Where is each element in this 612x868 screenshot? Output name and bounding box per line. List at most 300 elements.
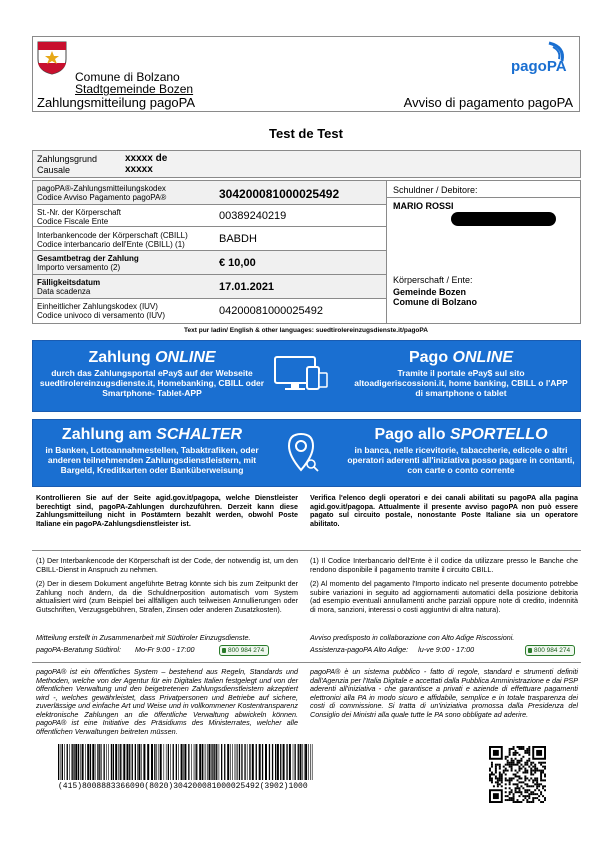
qr-module bbox=[513, 764, 515, 766]
payment-details bbox=[32, 180, 581, 324]
barcode-bar bbox=[211, 744, 212, 780]
qr-module bbox=[489, 777, 491, 779]
qr-module bbox=[495, 777, 497, 779]
qr-module bbox=[503, 772, 505, 774]
amount-value: € 10,00 bbox=[219, 257, 256, 269]
iuv-value: 04200081000025492 bbox=[219, 305, 324, 317]
qr-module bbox=[520, 764, 522, 766]
qr-module bbox=[532, 799, 534, 801]
barcode-bar bbox=[207, 744, 208, 780]
barcode-bar bbox=[178, 744, 179, 780]
qr-module bbox=[507, 770, 509, 772]
qr-module bbox=[536, 777, 538, 779]
qr-module bbox=[518, 787, 520, 789]
qr-module bbox=[509, 766, 511, 768]
qr-module bbox=[532, 770, 534, 772]
qr-module bbox=[528, 801, 530, 803]
qr-module bbox=[491, 777, 493, 779]
qr-module bbox=[526, 752, 528, 754]
reason-box bbox=[32, 150, 581, 178]
barcode-bar bbox=[194, 744, 195, 780]
qr-module bbox=[515, 758, 517, 760]
qr-module bbox=[505, 799, 507, 801]
barcode-bar bbox=[224, 744, 225, 780]
qr-module bbox=[544, 779, 546, 781]
qr-module bbox=[520, 758, 522, 760]
qr-module bbox=[524, 789, 526, 791]
qr-module bbox=[524, 791, 526, 793]
qr-module bbox=[518, 768, 520, 770]
barcode-bar bbox=[312, 744, 313, 780]
debtor-divider bbox=[387, 197, 581, 198]
qr-module bbox=[524, 775, 526, 777]
counter-title-it: Pago allo SPORTELLO bbox=[374, 426, 548, 443]
qr-module bbox=[495, 770, 497, 772]
qr-module bbox=[513, 795, 515, 797]
barcode-bar bbox=[138, 744, 140, 780]
qr-module bbox=[532, 779, 534, 781]
qr-module bbox=[501, 775, 503, 777]
qr-module bbox=[518, 748, 520, 750]
qr-module bbox=[497, 779, 499, 781]
barcode-bar bbox=[154, 744, 155, 780]
notice-code-row bbox=[33, 181, 386, 205]
qr-module bbox=[540, 777, 542, 779]
qr-finder bbox=[493, 793, 499, 799]
qr-module bbox=[499, 774, 501, 776]
qr-module bbox=[497, 781, 499, 783]
qr-module bbox=[515, 774, 517, 776]
entity-name-de: Gemeinde Bozen bbox=[393, 287, 467, 297]
qr-module bbox=[534, 779, 536, 781]
qr-module bbox=[513, 774, 515, 776]
qr-module bbox=[542, 795, 544, 797]
qr-module bbox=[534, 768, 536, 770]
qr-module bbox=[526, 748, 528, 750]
qr-module bbox=[524, 764, 526, 766]
qr-module bbox=[507, 756, 509, 758]
qr-module bbox=[517, 787, 519, 789]
phone-badge-de[interactable]: 800 984 274 bbox=[219, 645, 269, 656]
qr-module bbox=[544, 762, 546, 764]
qr-module bbox=[505, 764, 507, 766]
qr-module bbox=[513, 783, 515, 785]
barcode-bar bbox=[252, 744, 254, 780]
qr-module bbox=[534, 777, 536, 779]
online-title-de: Zahlung ONLINE bbox=[88, 349, 216, 366]
qr-module bbox=[540, 801, 542, 803]
barcode-bar bbox=[173, 744, 174, 780]
payment-details-right bbox=[386, 181, 580, 323]
barcode-bar bbox=[300, 744, 302, 780]
barcode-bar bbox=[166, 744, 167, 780]
qr-module bbox=[528, 758, 530, 760]
iuv-label-it: Codice univoco di versamento (IUV) bbox=[37, 311, 166, 320]
tax-code-label-it: Codice Fiscale Ente bbox=[37, 217, 109, 226]
qr-module bbox=[513, 777, 515, 779]
qr-module bbox=[522, 799, 524, 801]
qr-module bbox=[509, 764, 511, 766]
header-title-de: Zahlungsmitteilung pagoPA bbox=[37, 95, 196, 110]
barcode-bar bbox=[135, 744, 136, 780]
qr-module bbox=[518, 795, 520, 797]
barcode-text: (415)8008883366090(8020)304200081000025492(3902)1000 bbox=[58, 782, 308, 791]
qr-module bbox=[538, 762, 540, 764]
qr-module bbox=[503, 766, 505, 768]
qr-module bbox=[491, 762, 493, 764]
qr-module bbox=[534, 764, 536, 766]
qr-module bbox=[517, 785, 519, 787]
qr-module bbox=[491, 774, 493, 776]
qr-module bbox=[544, 797, 546, 799]
help-de: pagoPA-Beratung Südtirol: Mo-Fr 9:00 - 17:00 bbox=[36, 645, 195, 654]
qr-module bbox=[532, 801, 534, 803]
qr-module bbox=[511, 748, 513, 750]
qr-module bbox=[544, 785, 546, 787]
barcode-bar bbox=[120, 744, 121, 780]
qr-module bbox=[497, 777, 499, 779]
qr-module bbox=[524, 777, 526, 779]
cbill-row bbox=[33, 227, 386, 251]
qr-module bbox=[517, 772, 519, 774]
qr-module bbox=[536, 783, 538, 785]
barcode-bar bbox=[115, 744, 117, 780]
phone-badge-it[interactable]: 800 984 274 bbox=[525, 645, 575, 656]
barcode-bar bbox=[168, 744, 169, 780]
qr-module bbox=[518, 766, 520, 768]
qr-module bbox=[524, 752, 526, 754]
qr-module bbox=[520, 768, 522, 770]
qr-module bbox=[515, 770, 517, 772]
qr-module bbox=[517, 764, 519, 766]
debtor-name: MARIO ROSSI bbox=[393, 201, 454, 211]
reason-value-de: xxxxx de bbox=[125, 153, 168, 164]
qr-module bbox=[536, 768, 538, 770]
qr-module bbox=[511, 764, 513, 766]
qr-module bbox=[534, 789, 536, 791]
due-date-label-de: Fälligkeitsdatum bbox=[37, 278, 101, 287]
tax-code-label-de: St.-Nr. der Körperschaft bbox=[37, 208, 122, 217]
reason-value-it: xxxxx bbox=[125, 164, 153, 175]
about-pagopa-de: pagoPA® ist ein öffentliches System – bestehend aus Regeln, Standards und Methoden, welche von der Agentur für ein Digitales Italien festgelegt und von der öffentlichen Verwaltung und den beigetretenen Zahlungsdienstleistern akzeptiert wird -, welches gewährleistet, dass Privatpersonen und Betriebe auf sichere, zuverlässige und einfache Art und Weise und in vollkommener Kostentransparenz elektronische Zahlungen an die öffentliche Verwaltung abwickeln können. pagoPA® ist eine Initiative des Präsidiums des Ministerrates, welcher alle öffentlichen Verwaltungen beitreten müssen. bbox=[36, 667, 298, 736]
qr-module bbox=[526, 764, 528, 766]
qr-module bbox=[526, 785, 528, 787]
qr-module bbox=[532, 781, 534, 783]
qr-module bbox=[542, 787, 544, 789]
qr-module bbox=[513, 760, 515, 762]
qr-module bbox=[515, 750, 517, 752]
barcode-bar bbox=[118, 744, 119, 780]
barcode-bar bbox=[58, 744, 59, 780]
pagopa-logo bbox=[507, 41, 569, 85]
qr-module bbox=[536, 770, 538, 772]
check-note-it: Verifica l'elenco degli operatori e dei canali abilitati su pagoPA alla pagina agid.gov.it/pagopa. Attualmente il presente avviso pagoPA non può essere pagato sul circuito postale, nonostante Poste Italiane sia un operatore abilitato. bbox=[310, 493, 578, 528]
barcode-bar bbox=[269, 744, 270, 780]
qr-module bbox=[536, 787, 538, 789]
qr-module bbox=[540, 770, 542, 772]
qr-module bbox=[524, 762, 526, 764]
qr-module bbox=[503, 770, 505, 772]
location-search-icon bbox=[285, 430, 321, 476]
barcode-bar bbox=[164, 744, 165, 780]
notice-code-label-de: pagoPA®-Zahlungsmitteilungskodex bbox=[37, 184, 166, 193]
barcode bbox=[58, 744, 314, 780]
qr-module bbox=[522, 756, 524, 758]
qr-module bbox=[544, 775, 546, 777]
qr-module bbox=[501, 774, 503, 776]
qr-module bbox=[495, 781, 497, 783]
qr-module bbox=[491, 781, 493, 783]
qr-module bbox=[517, 746, 519, 748]
qr-module bbox=[518, 775, 520, 777]
qr-module bbox=[505, 777, 507, 779]
qr-module bbox=[518, 781, 520, 783]
qr-module bbox=[517, 801, 519, 803]
qr-module bbox=[528, 750, 530, 752]
qr-module bbox=[534, 772, 536, 774]
qr-module bbox=[505, 783, 507, 785]
qr-module bbox=[489, 768, 491, 770]
qr-module bbox=[528, 746, 530, 748]
qr-module bbox=[532, 762, 534, 764]
qr-module bbox=[495, 775, 497, 777]
barcode-bar bbox=[78, 744, 79, 780]
qr-module bbox=[536, 797, 538, 799]
qr-module bbox=[513, 801, 515, 803]
footnote2-it: (2) Al momento del pagamento l'Importo indicato nel presente documento potrebbe subire variazioni in seguito ad aggiornamenti automatici della posizione debitoria (ad esempio eventuali annullamenti anche parziali oppure note di credito, indennità di mora, sanzioni, interessi o costi aggiuntivi di altra natura). bbox=[310, 579, 578, 614]
qr-module bbox=[542, 772, 544, 774]
qr-module bbox=[511, 797, 513, 799]
barcode-bar bbox=[293, 744, 294, 780]
amount-label-de: Gesamtbetrag der Zahlung bbox=[37, 254, 139, 263]
qr-module bbox=[524, 795, 526, 797]
qr-module bbox=[501, 781, 503, 783]
barcode-bar bbox=[123, 744, 125, 780]
qr-module bbox=[526, 762, 528, 764]
qr-module bbox=[489, 775, 491, 777]
qr-module bbox=[522, 795, 524, 797]
barcode-bar bbox=[216, 744, 217, 780]
barcode-bar bbox=[239, 744, 240, 780]
qr-module bbox=[495, 766, 497, 768]
qr-module bbox=[528, 797, 530, 799]
qr-module bbox=[505, 770, 507, 772]
qr-module bbox=[538, 770, 540, 772]
qr-module bbox=[509, 779, 511, 781]
qr-module bbox=[509, 787, 511, 789]
barcode-bar bbox=[283, 744, 285, 780]
qr-module bbox=[518, 789, 520, 791]
qr-finder bbox=[493, 750, 499, 756]
barcode-bar bbox=[90, 744, 91, 780]
qr-module bbox=[513, 793, 515, 795]
qr-module bbox=[526, 801, 528, 803]
qr-module bbox=[528, 766, 530, 768]
redaction-bar bbox=[451, 212, 556, 226]
qr-module bbox=[507, 764, 509, 766]
barcode-bar bbox=[227, 744, 229, 780]
qr-module bbox=[528, 760, 530, 762]
qr-module bbox=[505, 768, 507, 770]
barcode-bar bbox=[286, 744, 287, 780]
qr-module bbox=[542, 801, 544, 803]
debtor-label: Schuldner / Debitore: bbox=[393, 185, 478, 195]
qr-module bbox=[493, 785, 495, 787]
check-note-de: Kontrollieren Sie auf der Seite agid.gov.it/pagopa, welche Dienstleister berechtigt sind, pagoPA-Zahlungen durchzuführen. Derzeit kann diese Zahlungsmitteilung nicht in Postämtern bezahlt werden, obwohl Poste Italiane ein pagoPA-Zahlungsdienstleister ist. bbox=[36, 493, 298, 528]
barcode-bar bbox=[295, 744, 296, 780]
qr-module bbox=[515, 783, 517, 785]
qr-module bbox=[518, 770, 520, 772]
qr-module bbox=[495, 764, 497, 766]
barcode-bar bbox=[97, 744, 98, 780]
qr-module bbox=[513, 797, 515, 799]
barcode-bar bbox=[181, 744, 183, 780]
qr-module bbox=[499, 775, 501, 777]
qr-module bbox=[540, 764, 542, 766]
barcode-bar bbox=[310, 744, 311, 780]
qr-module bbox=[524, 779, 526, 781]
qr-module bbox=[542, 779, 544, 781]
qr-module bbox=[518, 754, 520, 756]
barcode-bar bbox=[247, 744, 248, 780]
qr-module bbox=[536, 781, 538, 783]
header-title-it: Avviso di pagamento pagoPA bbox=[403, 95, 573, 110]
qr-module bbox=[509, 797, 511, 799]
qr-module bbox=[507, 779, 509, 781]
barcode-bar bbox=[69, 744, 70, 780]
qr-module bbox=[530, 791, 532, 793]
barcode-bar bbox=[111, 744, 112, 780]
qr-module bbox=[509, 750, 511, 752]
barcode-bar bbox=[199, 744, 201, 780]
help-it: Assistenza-pagoPA Alto Adige: lu-ve 9:00 - 17:00 bbox=[310, 645, 475, 654]
qr-module bbox=[499, 779, 501, 781]
barcode-bar bbox=[82, 744, 84, 780]
qr-module bbox=[513, 746, 515, 748]
footnote2-de: (2) Der in diesem Dokument angeführte Betrag könnte sich bis zum Zeitpunkt der Zahlung noch ändern, da die Schuldnerposition automatisch vom System aktualisiert wird (zum Beispiel bei allfälligen auch teilweisen Annullierungen oder Gutschriften, Verzugsgebühren, Strafen, Zinsen oder anderen Zusatzkosten). bbox=[36, 579, 298, 614]
qr-module bbox=[501, 785, 503, 787]
qr-module bbox=[544, 768, 546, 770]
qr-module bbox=[491, 779, 493, 781]
qr-module bbox=[520, 760, 522, 762]
barcode-bar bbox=[259, 744, 261, 780]
qr-module bbox=[528, 785, 530, 787]
barcode-bar bbox=[137, 744, 138, 780]
qr-module bbox=[495, 772, 497, 774]
qr-module bbox=[515, 791, 517, 793]
qr-module bbox=[524, 772, 526, 774]
barcode-bar bbox=[80, 744, 81, 780]
qr-module bbox=[505, 779, 507, 781]
svg-text:pagoPA: pagoPA bbox=[511, 58, 567, 75]
about-pagopa-it: pagoPA® è un sistema pubblico - fatto di regole, standard e strumenti definiti dall'Agenzia per l'Italia Digitale e accettati dalla Pubblica Amministrazione e dai PSP aderenti all'iniziativa - che garantisce a privati e aziende di effettuare pagamenti elettronici alla PA in modo sicuro e affidabile, semplice e in totale trasparenza dei costi di commissione. Si tratta di un'iniziativa promossa dalla Presidenza del Consiglio dei Ministri alla quale tutte le PA sono obbligate ad aderire. bbox=[310, 667, 578, 719]
tax-code-value: 00389240219 bbox=[219, 210, 287, 222]
qr-module bbox=[520, 777, 522, 779]
barcode-bar bbox=[92, 744, 94, 780]
qr-module bbox=[526, 772, 528, 774]
qr-module bbox=[536, 785, 538, 787]
qr-module bbox=[520, 785, 522, 787]
qr-module bbox=[524, 750, 526, 752]
barcode-bar bbox=[206, 744, 207, 780]
qr-module bbox=[536, 779, 538, 781]
qr-module bbox=[509, 752, 511, 754]
barcode-bar bbox=[170, 744, 171, 780]
barcode-bar bbox=[160, 744, 162, 780]
barcode-bar bbox=[108, 744, 109, 780]
barcode-bar bbox=[87, 744, 89, 780]
counter-title-de: Zahlung am SCHALTER bbox=[61, 426, 243, 443]
amount-label-it: Importo versamento (2) bbox=[37, 263, 121, 272]
barcode-bar bbox=[184, 744, 186, 780]
qr-module bbox=[513, 799, 515, 801]
barcode-bar bbox=[235, 744, 236, 780]
qr-module bbox=[542, 785, 544, 787]
barcode-bar bbox=[72, 744, 73, 780]
qr-module bbox=[530, 777, 532, 779]
qr-module bbox=[509, 777, 511, 779]
qr-module bbox=[526, 777, 528, 779]
qr-module bbox=[501, 779, 503, 781]
qr-module bbox=[513, 752, 515, 754]
barcode-bar bbox=[122, 744, 123, 780]
qr-module bbox=[540, 762, 542, 764]
qr-module bbox=[524, 768, 526, 770]
barcode-bar bbox=[241, 744, 242, 780]
barcode-bar bbox=[262, 744, 263, 780]
qr-module bbox=[518, 791, 520, 793]
qr-module bbox=[499, 764, 501, 766]
qr-module bbox=[540, 775, 542, 777]
barcode-bar bbox=[67, 744, 68, 780]
qr-module bbox=[530, 762, 532, 764]
qr-module bbox=[520, 748, 522, 750]
qr-module bbox=[540, 791, 542, 793]
qr-module bbox=[511, 758, 513, 760]
footnote1-it: (1) Il Codice Interbancario dell'Ente è il codice da utilizzare presso le Banche che rendono disponibile il pagamento tramite il circuito CBILL. bbox=[310, 556, 578, 574]
barcode-bar bbox=[106, 744, 107, 780]
qr-module bbox=[532, 791, 534, 793]
barcode-bar bbox=[99, 744, 100, 780]
qr-module bbox=[509, 791, 511, 793]
qr-module bbox=[501, 777, 503, 779]
qr-module bbox=[522, 766, 524, 768]
online-payment-panel bbox=[32, 340, 581, 412]
qr-module bbox=[518, 760, 520, 762]
qr-code bbox=[489, 746, 546, 803]
barcode-bar bbox=[304, 744, 305, 780]
iuv-label-de: Einheitlicher Zahlungskodex (IUV) bbox=[37, 302, 158, 311]
qr-module bbox=[517, 791, 519, 793]
qr-module bbox=[515, 764, 517, 766]
barcode-bar bbox=[95, 744, 96, 780]
qr-module bbox=[534, 783, 536, 785]
devices-icon bbox=[273, 353, 329, 397]
qr-module bbox=[544, 766, 546, 768]
qr-module bbox=[544, 774, 546, 776]
qr-module bbox=[515, 754, 517, 756]
reason-label-it: Causale bbox=[37, 165, 71, 175]
barcode-bar bbox=[256, 744, 257, 780]
footnote1-de: (1) Der Interbankencode der Körperschaft ist der Code, der notwendig ist, um den CBILL-Dienst in Anspruch zu nehmen. bbox=[36, 556, 298, 574]
qr-module bbox=[520, 781, 522, 783]
barcode-bar bbox=[305, 744, 307, 780]
qr-module bbox=[505, 774, 507, 776]
barcode-bar bbox=[289, 744, 291, 780]
qr-module bbox=[491, 764, 493, 766]
cbill-label-de: Interbankencode der Körperschaft (CBILL) bbox=[37, 231, 188, 240]
qr-module bbox=[491, 772, 493, 774]
